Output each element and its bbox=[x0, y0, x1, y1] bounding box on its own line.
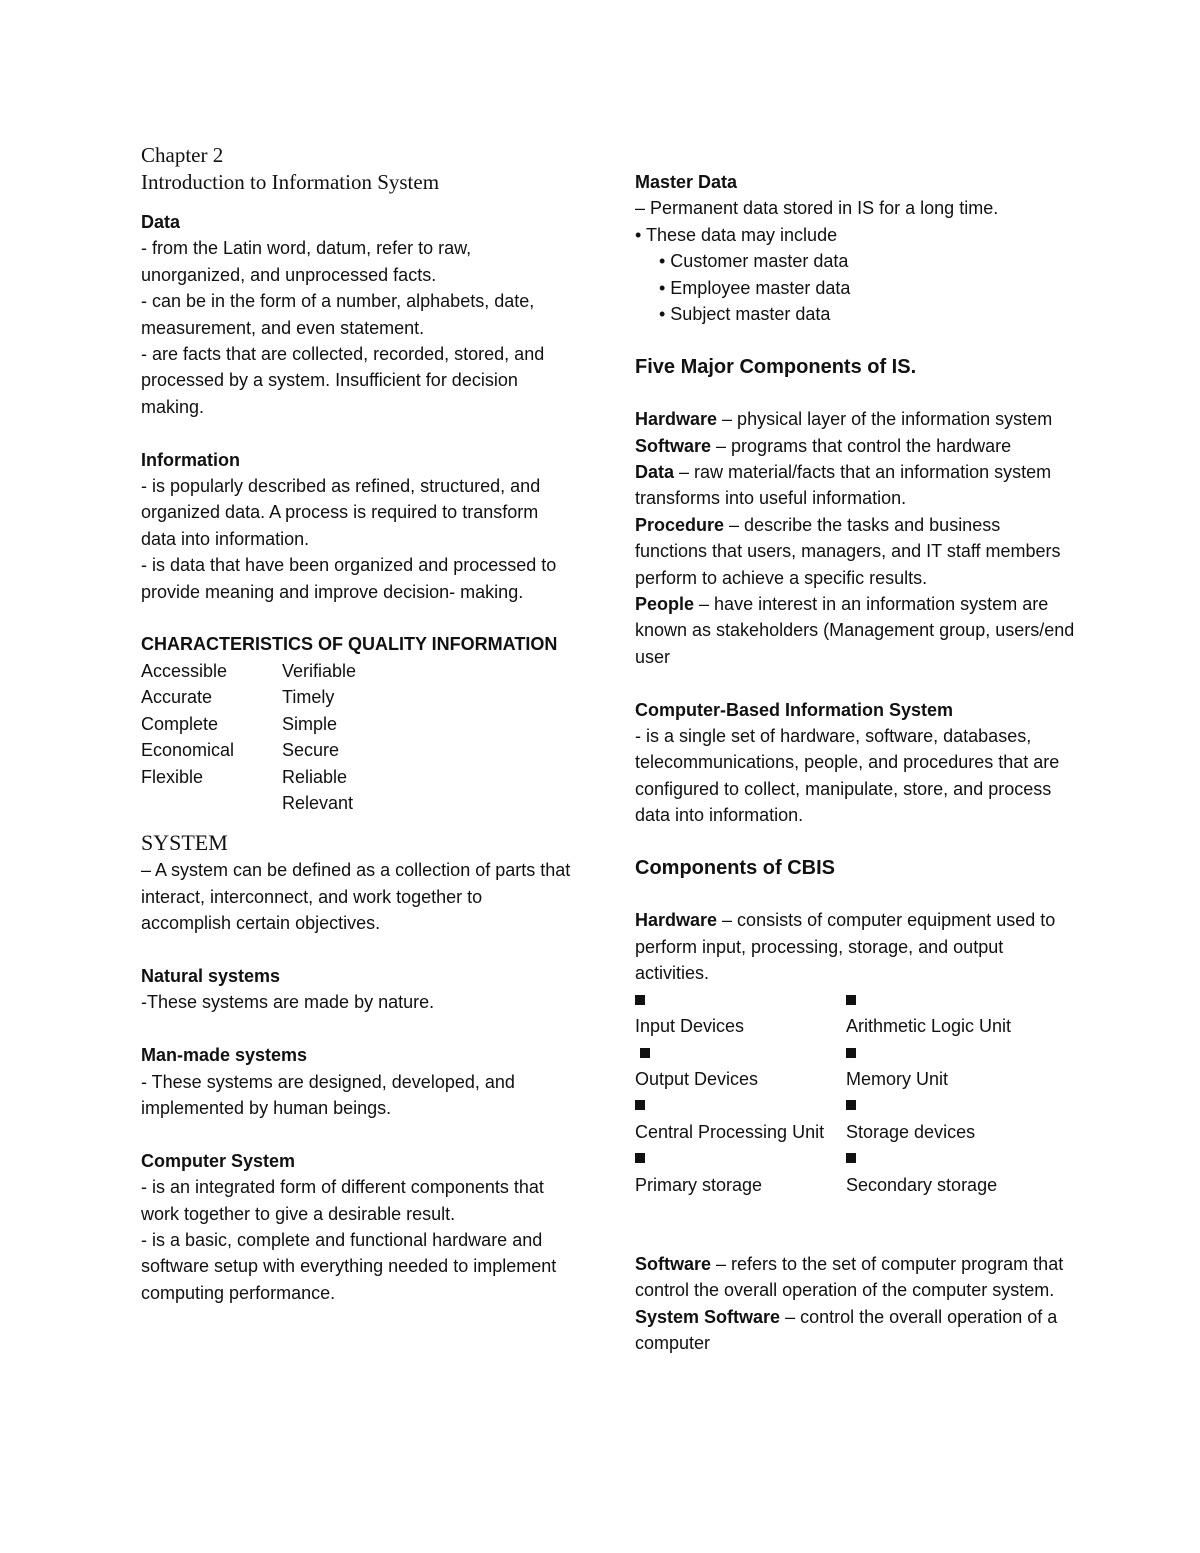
square-bullet-icon bbox=[846, 1048, 856, 1058]
computer-system-heading: Computer System bbox=[141, 1150, 296, 1171]
characteristic-empty bbox=[141, 790, 282, 816]
data-heading: Data bbox=[141, 212, 181, 232]
cbis-system-software: System Software – control the overall operation of a computer bbox=[635, 1306, 1058, 1353]
square-bullet-icon bbox=[635, 1153, 645, 1163]
square-bullet-icon bbox=[846, 1100, 856, 1110]
system-text: – A system can be defined as a collection of parts that interact, interconnect, and work together to accomplish certain objectives. bbox=[141, 860, 571, 934]
manmade-systems-text: - These systems are designed, developed, and implemented by human beings. bbox=[141, 1071, 515, 1118]
chapter-title: Introduction to Information System bbox=[141, 170, 440, 194]
data-line-3: - are facts that are collected, recorded, stored, and processed by a system. Insufficient for decision making. bbox=[141, 344, 545, 417]
master-data-list bbox=[635, 248, 1075, 327]
list-item: Arithmetic Logic Unit bbox=[846, 987, 1076, 1040]
cbis-software: Software – refers to the set of computer program that control the overall operation of the computer system. bbox=[635, 1253, 1064, 1301]
list-item: • Employee master data bbox=[659, 277, 851, 298]
list-item: Central Processing Unit bbox=[635, 1092, 846, 1145]
natural-systems-heading: Natural systems bbox=[141, 965, 281, 986]
natural-systems-text: -These systems are made by nature. bbox=[141, 992, 435, 1013]
list-item: Storage devices bbox=[846, 1092, 1076, 1145]
characteristics-heading: CHARACTERISTICS OF QUALITY INFORMATION bbox=[141, 634, 558, 655]
characteristic: Timely bbox=[282, 687, 335, 708]
component-hardware: Hardware – physical layer of the information system bbox=[635, 409, 1053, 430]
master-data-heading: Master Data bbox=[635, 172, 738, 192]
hardware-components-grid bbox=[635, 987, 1075, 1198]
cbis-heading: Computer-Based Information System bbox=[635, 699, 954, 720]
list-item: • Customer master data bbox=[659, 251, 849, 272]
data-line-1: - from the Latin word, datum, refer to raw, unorganized, and unprocessed facts. bbox=[141, 238, 472, 285]
computer-system-line-2: - is a basic, complete and functional hardware and software setup with everything needed to implement computing performance. bbox=[141, 1229, 557, 1303]
list-item: • Subject master data bbox=[659, 304, 831, 325]
characteristic: Economical bbox=[141, 740, 235, 761]
component-procedure: Procedure – describe the tasks and business functions that users, managers, and IT staff members perform to achieve a specific results. bbox=[635, 514, 1061, 588]
list-item: Input Devices bbox=[635, 987, 846, 1040]
five-components-heading: Five Major Components of IS. bbox=[635, 355, 917, 378]
chapter-number: Chapter 2 bbox=[141, 143, 224, 167]
left-column bbox=[141, 142, 571, 1306]
characteristic: Verifiable bbox=[282, 660, 357, 681]
cbis-hardware: Hardware – consists of computer equipment used to perform input, processing, storage, and output activities. bbox=[635, 910, 1056, 984]
information-heading: Information bbox=[141, 449, 240, 470]
cbis-text: - is a single set of hardware, software, databases, telecommunications, people, and procedures that are configured to collect, manipulate, store, and process data into information. bbox=[635, 726, 1060, 826]
characteristic: Accessible bbox=[141, 660, 228, 681]
component-data: Data – raw material/facts that an information system transforms into useful information. bbox=[635, 462, 1052, 509]
list-item: Secondary storage bbox=[846, 1145, 1076, 1198]
master-data-text: – Permanent data stored in IS for a long time. bbox=[635, 198, 999, 219]
cbis-components-heading: Components of CBIS bbox=[635, 857, 835, 880]
information-line-1: - is popularly described as refined, structured, and organized data. A process is required to transform data into information. bbox=[141, 476, 541, 549]
computer-system-line-1: - is an integrated form of different components that work together to give a desirable result. bbox=[141, 1177, 544, 1224]
list-item: Output Devices bbox=[635, 1040, 846, 1093]
characteristic: Secure bbox=[282, 740, 340, 761]
characteristic: Accurate bbox=[141, 687, 213, 708]
characteristic: Reliable bbox=[282, 766, 348, 787]
list-item: Memory Unit bbox=[846, 1040, 1076, 1093]
list-item: Primary storage bbox=[635, 1145, 846, 1198]
master-data-bullet: • These data may include bbox=[635, 224, 838, 245]
characteristic: Simple bbox=[282, 713, 338, 734]
characteristic: Complete bbox=[141, 713, 219, 734]
information-line-2: - is data that have been organized and processed to provide meaning and improve decision- making. bbox=[141, 555, 557, 602]
square-bullet-icon bbox=[846, 1153, 856, 1163]
component-software: Software – programs that control the hardware bbox=[635, 435, 1012, 456]
characteristic: Relevant bbox=[282, 792, 354, 813]
characteristic: Flexible bbox=[141, 766, 204, 787]
square-bullet-icon bbox=[635, 1100, 645, 1110]
right-column bbox=[635, 169, 1075, 1356]
data-line-2: - can be in the form of a number, alphabets, date, measurement, and even statement. bbox=[141, 291, 535, 338]
square-bullet-icon bbox=[846, 995, 856, 1005]
square-bullet-icon bbox=[635, 995, 645, 1005]
characteristics-grid bbox=[141, 658, 571, 816]
component-people: People – have interest in an information system are known as stakeholders (Management group, users/end user bbox=[635, 594, 1075, 667]
manmade-systems-heading: Man-made systems bbox=[141, 1045, 308, 1066]
system-heading: SYSTEM bbox=[141, 830, 228, 856]
square-bullet-icon bbox=[640, 1048, 650, 1058]
